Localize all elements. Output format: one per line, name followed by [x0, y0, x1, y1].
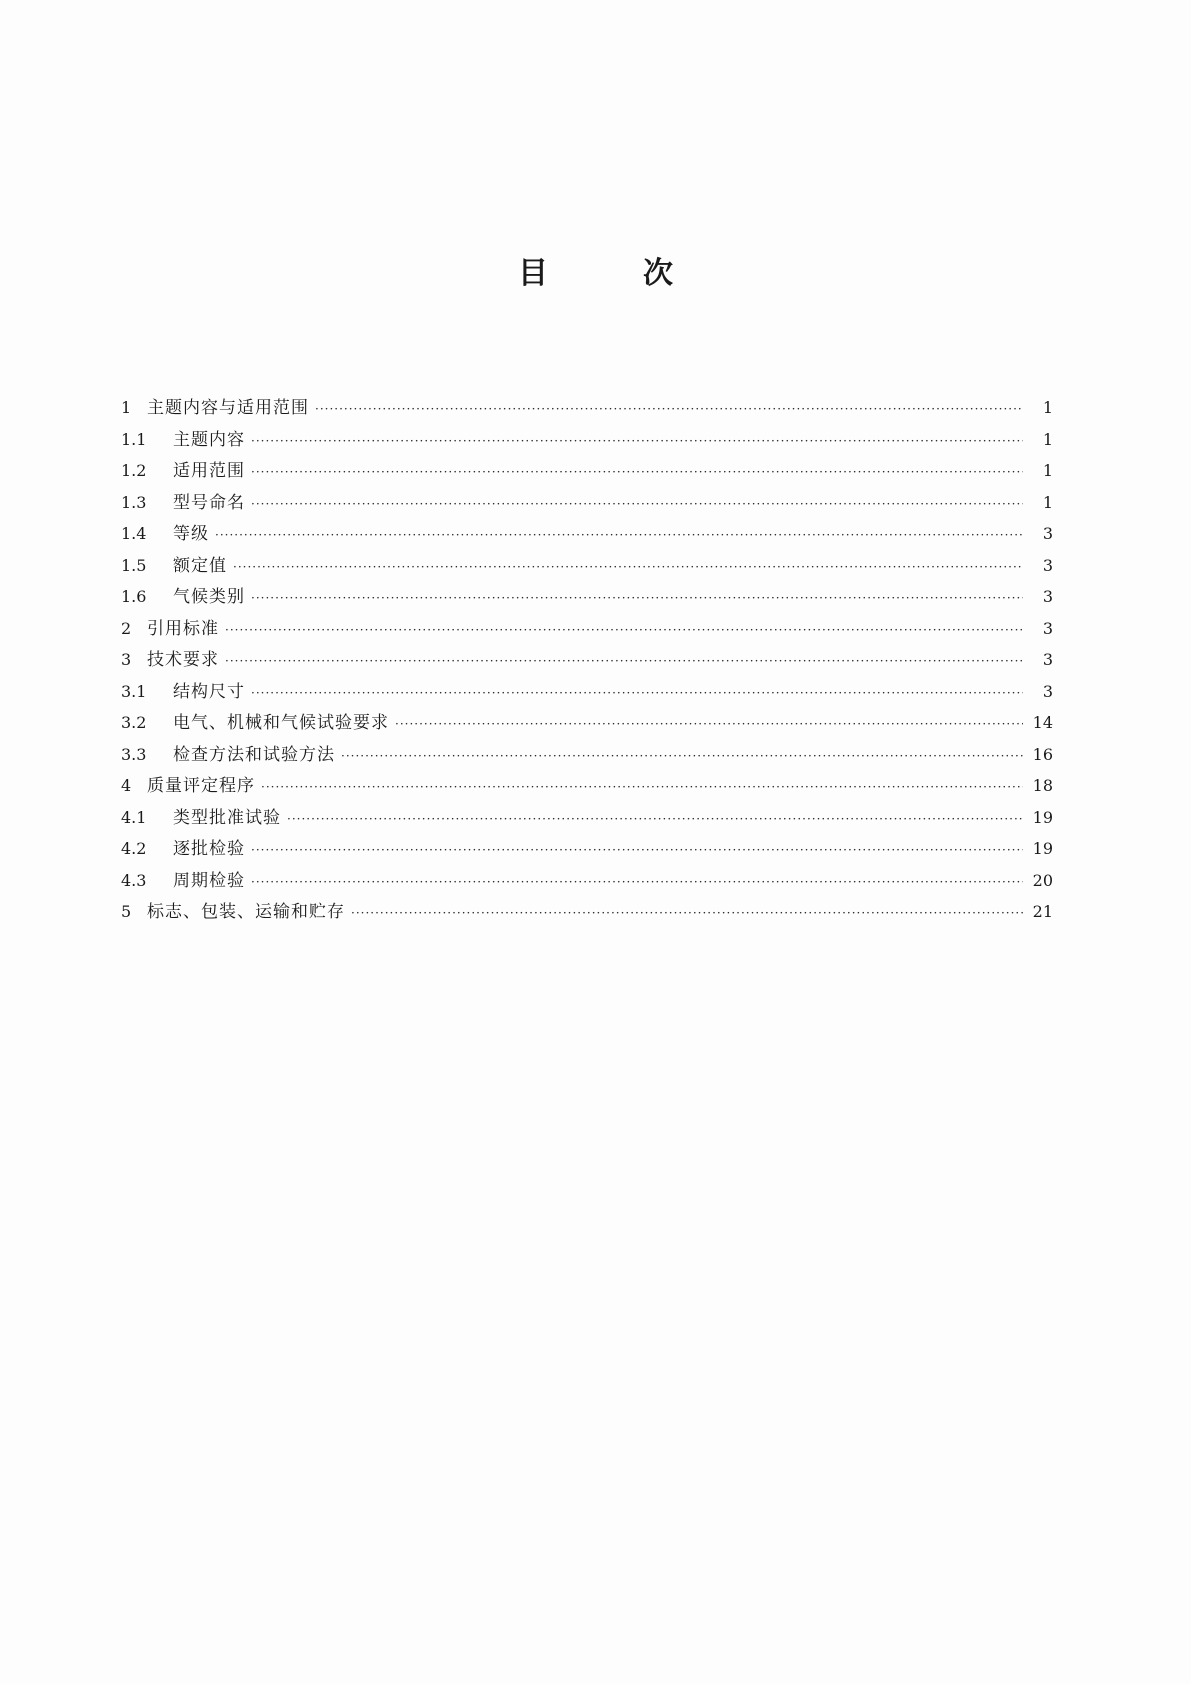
toc-entry[interactable] — [121, 393, 1053, 425]
toc-entry-number: 3.2 — [121, 713, 147, 732]
toc-entry[interactable] — [121, 456, 1053, 488]
toc-entry-number: 1 — [121, 398, 132, 417]
toc-entry[interactable] — [121, 614, 1053, 646]
toc-entry-page: 3 — [1042, 681, 1053, 701]
toc-entry[interactable] — [121, 834, 1053, 866]
toc-entry-number: 3.3 — [121, 744, 147, 764]
toc-entry[interactable] — [121, 771, 1053, 803]
toc-entry-page: 1 — [1042, 398, 1053, 417]
toc-entry-page: 1 — [1042, 429, 1053, 449]
toc-dot-leader — [251, 497, 1023, 511]
toc-entry-title: 结构尺寸 — [173, 681, 245, 702]
toc-entry[interactable] — [121, 425, 1053, 457]
toc-entry[interactable] — [121, 708, 1053, 740]
toc-entry-number: 5 — [121, 902, 132, 921]
toc-entry-title: 技术要求 — [147, 650, 219, 670]
toc-entry-number: 4.1 — [121, 807, 147, 827]
toc-entry-number: 1.4 — [121, 524, 147, 543]
toc-entry-page: 3 — [1042, 650, 1053, 669]
toc-entry-page: 3 — [1042, 555, 1053, 575]
toc-dot-leader — [341, 749, 1023, 763]
toc-entry-title: 主题内容与适用范围 — [147, 398, 309, 418]
toc-entry-page: 3 — [1042, 524, 1053, 543]
toc-entry-number: 1.3 — [121, 492, 147, 512]
toc-entry-page: 16 — [1032, 744, 1053, 764]
title-char-2: 次 — [643, 256, 673, 291]
toc-dot-leader — [251, 843, 1023, 857]
toc-entry-number: 4 — [121, 776, 132, 795]
toc-entry[interactable] — [121, 519, 1053, 551]
toc-entry-title: 等级 — [173, 524, 209, 544]
toc-dot-leader — [251, 875, 1023, 889]
toc-entry-number: 2 — [121, 618, 132, 638]
toc-dot-leader — [261, 780, 1023, 794]
toc-entry[interactable] — [121, 645, 1053, 677]
toc-entry[interactable] — [121, 551, 1053, 583]
toc-entry-number: 1.1 — [121, 429, 147, 449]
toc-entry-page: 3 — [1042, 618, 1053, 638]
toc-entry[interactable] — [121, 677, 1053, 709]
toc-dot-leader — [395, 717, 1023, 731]
toc-dot-leader — [315, 402, 1023, 416]
toc-entry-title: 引用标准 — [147, 618, 219, 639]
toc-entry-number: 4.3 — [121, 870, 147, 890]
toc-entry-title: 标志、包装、运输和贮存 — [147, 902, 345, 922]
toc-entry-title: 检查方法和试验方法 — [173, 744, 335, 765]
toc-entry-number: 3 — [121, 650, 132, 669]
toc-dot-leader — [251, 686, 1023, 700]
toc-dot-leader — [251, 465, 1023, 479]
toc-dot-leader — [233, 560, 1023, 574]
toc-entry-number: 4.2 — [121, 839, 147, 858]
toc-entry[interactable] — [121, 582, 1053, 614]
toc-entry-title: 气候类别 — [173, 587, 245, 607]
toc-dot-leader — [251, 434, 1023, 448]
toc-entry-page: 18 — [1032, 776, 1053, 795]
toc-entry[interactable] — [121, 803, 1053, 835]
toc-entry[interactable] — [121, 740, 1053, 772]
toc-dot-leader — [225, 623, 1023, 637]
toc-entry-page: 20 — [1032, 870, 1053, 890]
toc-entry-page: 14 — [1032, 713, 1053, 732]
toc-entry-page: 3 — [1042, 587, 1053, 606]
toc-entry[interactable] — [121, 488, 1053, 520]
toc-entry-page: 1 — [1042, 461, 1053, 480]
title-char-1: 目 — [518, 256, 548, 291]
toc-entry-title: 类型批准试验 — [173, 807, 281, 828]
toc-entry-number: 3.1 — [121, 681, 147, 701]
toc-entry-page: 1 — [1042, 492, 1053, 512]
toc-entry-title: 电气、机械和气候试验要求 — [173, 713, 389, 733]
toc-entry[interactable] — [121, 897, 1053, 929]
toc-entry-title: 逐批检验 — [173, 839, 245, 859]
toc-entry-title: 主题内容 — [173, 429, 245, 450]
toc-entry-title: 额定值 — [173, 555, 227, 576]
toc-dot-leader — [351, 906, 1023, 920]
toc-entry[interactable] — [121, 866, 1053, 898]
toc-entry-title: 型号命名 — [173, 492, 245, 513]
page-title — [0, 248, 1191, 292]
toc-dot-leader — [251, 591, 1023, 605]
toc-entry-number: 1.5 — [121, 555, 147, 575]
toc-entry-number: 1.6 — [121, 587, 147, 606]
toc-entry-page: 19 — [1032, 839, 1053, 858]
toc-entry-page: 21 — [1032, 902, 1053, 921]
toc-dot-leader — [215, 528, 1023, 542]
toc-entry-title: 周期检验 — [173, 870, 245, 891]
toc-entry-title: 适用范围 — [173, 461, 245, 481]
toc-dot-leader — [225, 654, 1023, 668]
toc-entry-number: 1.2 — [121, 461, 147, 480]
toc-dot-leader — [287, 812, 1023, 826]
table-of-contents — [121, 393, 1053, 929]
toc-entry-title: 质量评定程序 — [147, 776, 255, 796]
toc-entry-page: 19 — [1032, 807, 1053, 827]
